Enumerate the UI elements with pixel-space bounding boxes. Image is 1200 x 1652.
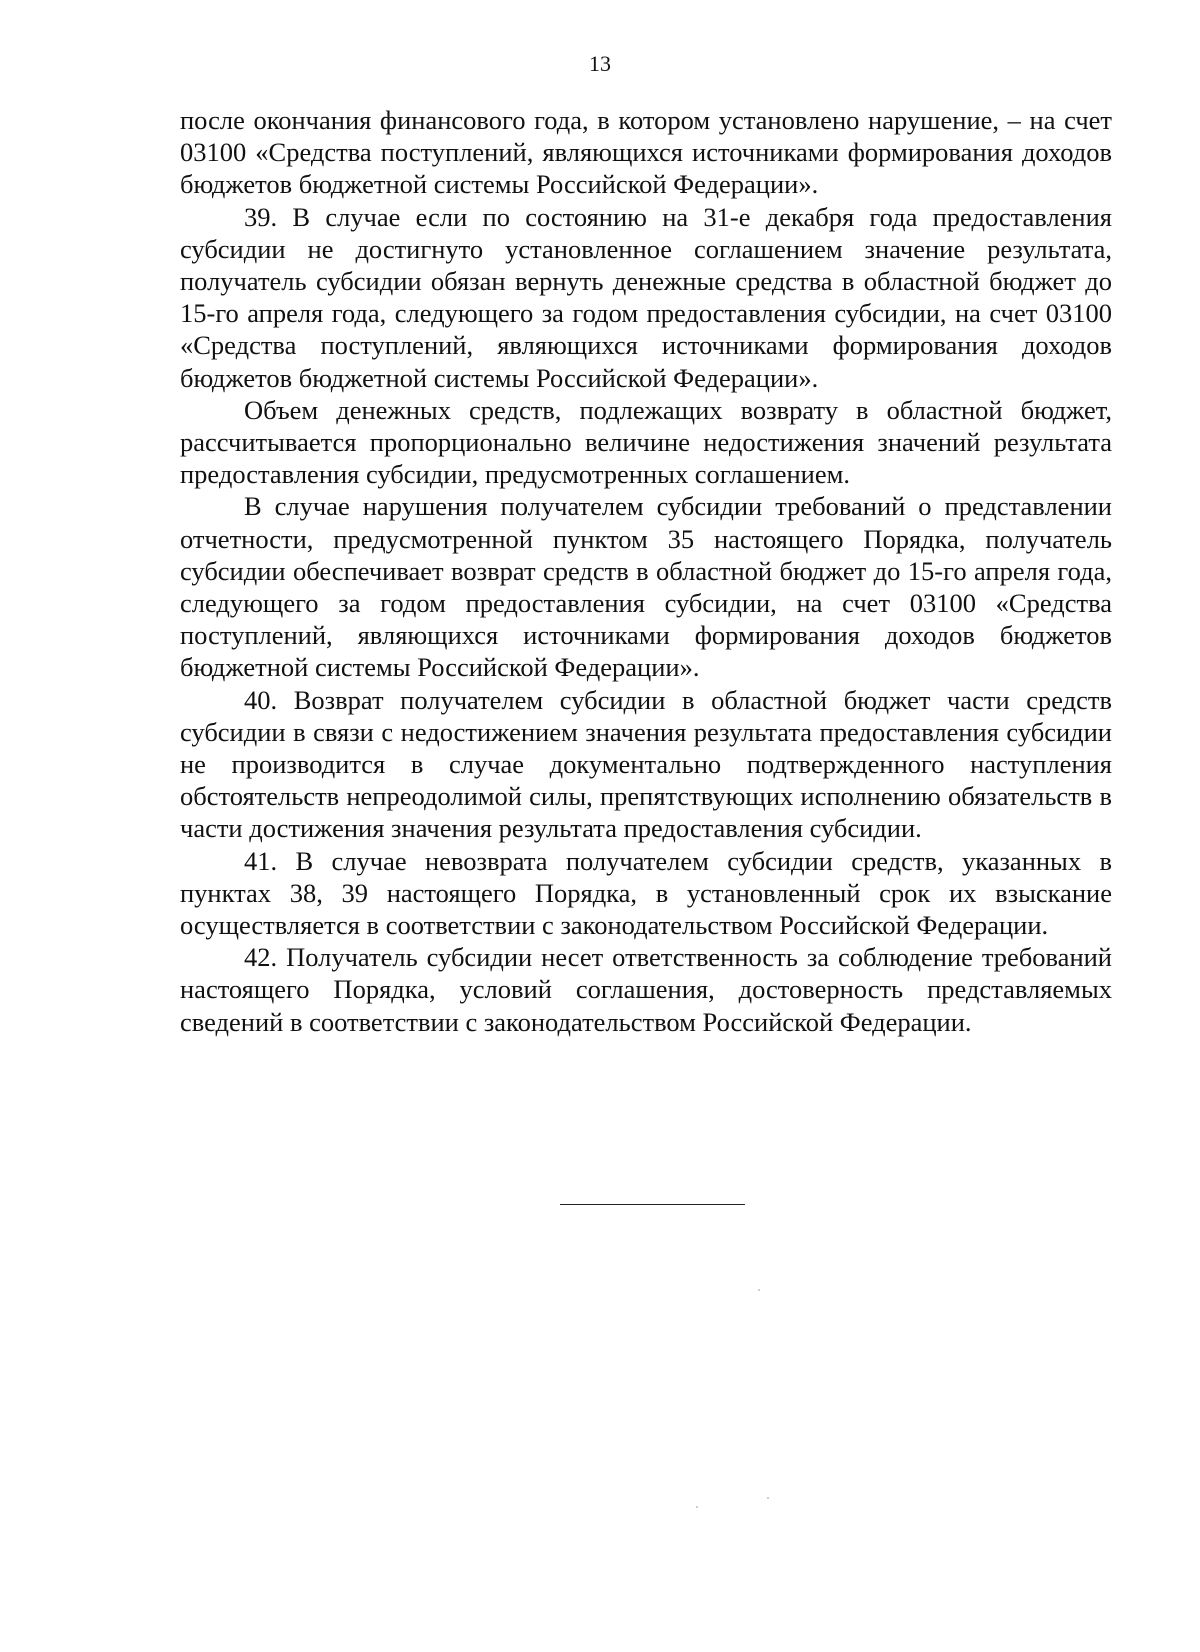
paragraph-reporting-violation: В случае нарушения получателем субсидии требований о представлении отчетности, предусмотренной пунктом 35 настоящего Порядка, получатель субсидии обеспечивает возврат средств в областной бюджет до 15-го апреля года, следующего за годом предоставления субсидии, на счет 03100 «Средства поступлений, являющихся источниками формирования доходов бюджетов бюджетной системы Российской Федерации». — [180, 491, 1112, 683]
paragraph-refund-volume: Объем денежных средств, подлежащих возврату в областной бюджет, рассчитывается пропорционально величине недостижения значений результата предоставления субсидии, предусмотренных соглашением. — [180, 394, 1112, 490]
paragraph-39: 39. В случае если по состоянию на 31-е декабря года предоставления субсидии не достигнуто установленное соглашением значение результата, получатель субсидии обязан вернуть денежные средства в областной бюджет до 15-го апреля года, следующего за годом предоставления субсидии, на счет 03100 «Средства поступлений, являющихся источниками формирования доходов бюджетов бюджетной системы Российской Федерации». — [180, 201, 1112, 393]
paragraph-41: 41. В случае невозврата получателем субсидии средств, указанных в пунктах 38, 39 настоящего Порядка, в установленный срок их взыскание осуществляется в соответствии с законодательством Российской Федерации. — [180, 845, 1112, 941]
scan-speck — [767, 1497, 769, 1499]
end-separator-line — [560, 1204, 745, 1205]
paragraph-40: 40. Возврат получателем субсидии в областной бюджет части средств субсидии в связи с недостижением значения результата предоставления субсидии не производится в случае документально подтвержденного наступления обстоятельств непреодолимой силы, препятствующих исполнению обязательств в части достижения значения результата предоставления субсидии. — [180, 684, 1112, 844]
page-number: 13 — [589, 51, 611, 76]
scan-speck — [758, 1289, 760, 1291]
paragraph-continuation: после окончания финансового года, в котором установлено нарушение, – на счет 03100 «Средства поступлений, являющихся источниками формирования доходов бюджетов бюджетной системы Российской Федерации». — [180, 105, 1112, 200]
document-body — [180, 104, 1112, 1038]
paragraph-42: 42. Получатель субсидии несет ответственность за соблюдение требований настоящего Порядка, условий соглашения, достоверность представляемых сведений в соответствии с законодательством Российской Федерации. — [180, 942, 1112, 1037]
scan-speck — [696, 1506, 698, 1508]
